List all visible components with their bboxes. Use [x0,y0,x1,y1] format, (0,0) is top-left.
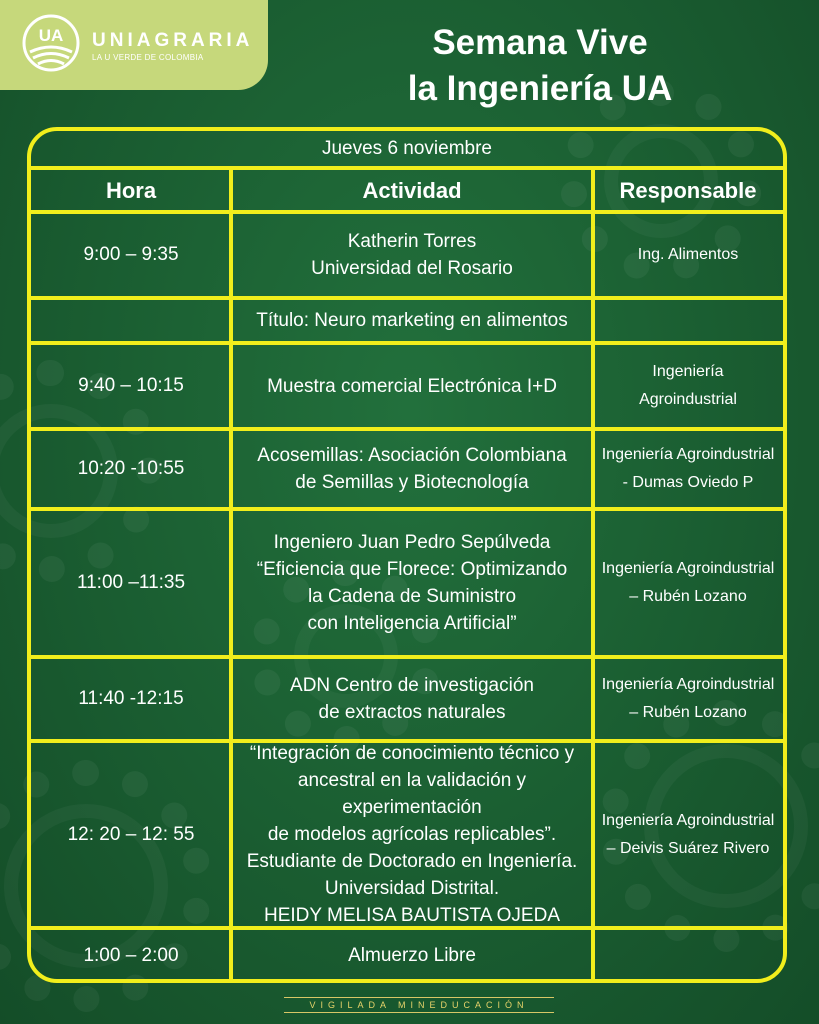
table-divider [31,427,783,431]
schedule-date: Jueves 6 noviembre [31,131,783,170]
row-actividad-line: Título: Neuro marketing en alimentos [256,310,568,331]
row-responsable [593,212,783,298]
row-hora [31,509,231,657]
row-hora [31,343,231,429]
row-hora-text: 11:40 -12:15 [78,688,184,709]
row-actividad-line: Acosemillas: Asociación Colombiana [257,445,567,466]
row-responsable [593,343,783,429]
row-responsable [593,741,783,928]
row-hora-text: 9:00 – 9:35 [83,244,179,265]
row-actividad-line: Almuerzo Libre [348,945,476,966]
row-responsable [593,298,783,343]
header-actividad: Actividad [362,178,462,203]
row-hora [31,212,231,298]
row-hora-text: 10:20 -10:55 [77,458,185,479]
logo [0,0,268,90]
row-responsable-line: Ingeniería Agroindustrial [601,560,775,577]
row-actividad [231,298,593,343]
row-actividad-line: Universidad Distrital. [324,878,500,899]
row-responsable-line: Ingeniería Agroindustrial [601,811,775,829]
row-responsable-line: Ingeniería Agroindustrial [601,446,775,463]
row-responsable-line: - Dumas Oviedo P [622,474,754,491]
row-actividad-line: Ingeniero Juan Pedro Sepúlveda [273,532,551,553]
row-responsable-line: – Deivis Suárez Rivero [606,839,770,857]
row-actividad-line: “Eficiencia que Florece: Optimizando [256,559,568,580]
row-actividad-line: la Cadena de Suministro [307,586,517,607]
table-divider [31,739,783,743]
row-actividad-line: Universidad del Rosario [311,258,513,279]
row-responsable-line: – Rubén Lozano [629,704,747,721]
table-divider [31,341,783,345]
row-hora-text: 1:00 – 2:00 [83,944,179,966]
row-actividad [231,657,593,741]
row-actividad [231,509,593,657]
row-actividad [231,343,593,429]
row-responsable [593,657,783,741]
row-responsable [593,429,783,509]
row-responsable-line: Ingeniería [652,363,724,380]
row-responsable-line: Agroindustrial [639,391,737,408]
table-divider [31,655,783,659]
row-responsable [593,928,783,983]
row-hora-text: 11:00 –11:35 [76,572,186,593]
table-divider [31,926,783,930]
row-responsable-line: – Rubén Lozano [629,588,747,605]
row-hora [31,298,231,343]
row-responsable [593,509,783,657]
row-hora-text: 12: 20 – 12: 55 [67,823,195,845]
table-divider [31,507,783,511]
row-hora [31,429,231,509]
logo-initials: UA [38,26,64,45]
title-line-1: Semana Vive [432,23,648,62]
row-actividad-line: HEIDY MELISA BAUTISTA OJEDA [264,905,560,926]
table-divider [31,210,783,214]
row-actividad-line: ancestral en la validación y experimentación [297,770,527,818]
row-actividad-line: Katherin Torres [347,231,477,252]
vigilada-mineducacion-footer: VIGILADA MINEDUCACIÓN [284,997,554,1013]
row-actividad [231,212,593,298]
logo-name: UNIAGRARIA [92,30,254,51]
uniagraria-emblem-icon [22,14,80,72]
row-actividad-line: de Semillas y Biotecnología [295,472,529,493]
column-divider [591,170,595,979]
column-divider [229,170,233,979]
row-actividad-line: Muestra comercial Electrónica I+D [267,375,557,397]
row-actividad [231,429,593,509]
row-hora [31,741,231,928]
title-line-2: la Ingeniería UA [407,69,673,108]
header-responsable: Responsable [619,178,757,203]
row-actividad-line: con Inteligencia Artificial” [307,613,517,634]
table-divider [31,296,783,300]
row-hora [31,657,231,741]
header-hora: Hora [105,178,157,203]
schedule-table [27,127,787,983]
logo-tagline: LA U VERDE DE COLOMBIA [92,53,204,62]
row-hora-text: 9:40 – 10:15 [78,375,184,396]
row-actividad [231,928,593,983]
row-actividad-line: “Integración de conocimiento técnico y [249,743,575,764]
row-actividad [231,741,593,928]
row-actividad-line: ADN Centro de investigación [290,675,534,696]
row-actividad-line: Estudiante de Doctorado en Ingeniería. [246,851,578,872]
row-actividad-line: de modelos agrícolas replicables”. [267,824,557,845]
row-actividad-line: de extractos naturales [318,702,506,723]
row-hora [31,928,231,983]
row-responsable-line: Ingeniería Agroindustrial [601,676,775,693]
page-title [360,20,720,112]
row-responsable-line: Ing. Alimentos [637,246,739,263]
